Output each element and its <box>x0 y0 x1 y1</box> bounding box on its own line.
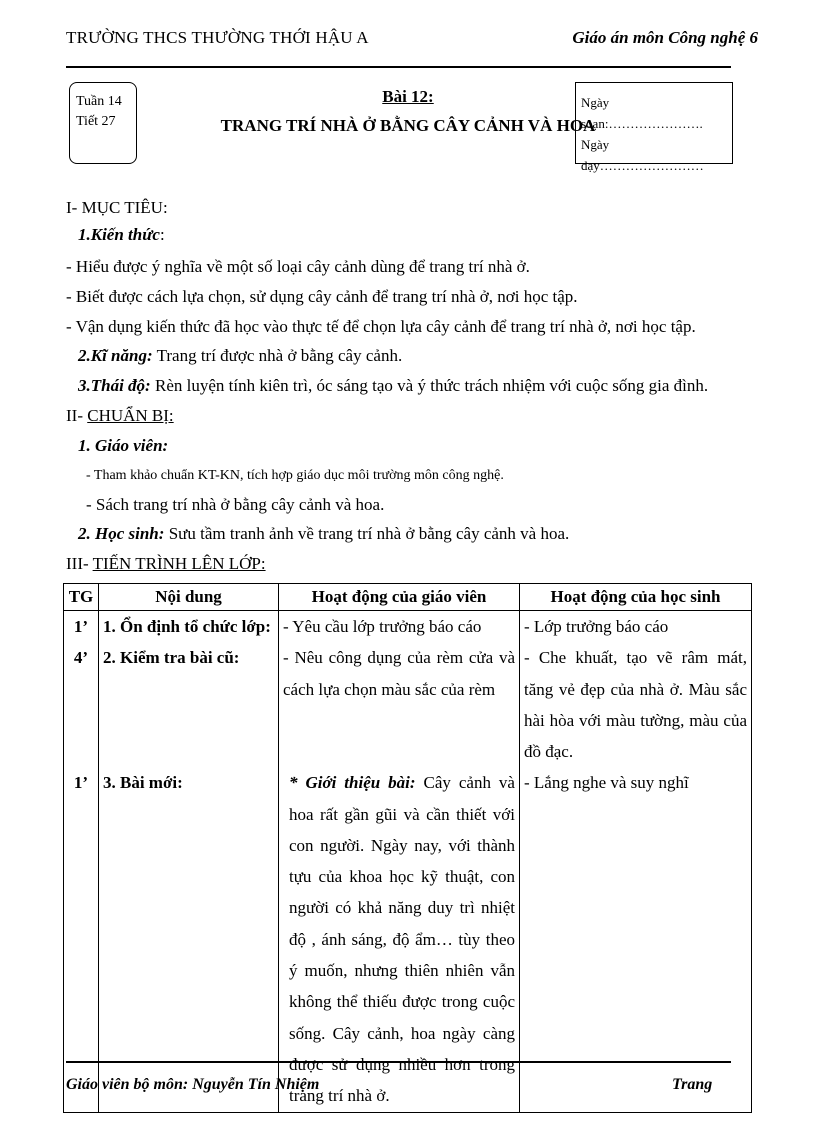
teacher-prep-label-text: 1. Giáo viên: <box>78 436 169 455</box>
teacher-prep-item-1: - Tham khảo chuẩn KT-KN, tích hợp giáo dục môi trường môn công nghệ. <box>86 468 504 483</box>
teach-date: Ngày dạy…………………… <box>581 137 704 173</box>
content-spacer <box>103 674 274 705</box>
table-header-row <box>64 584 752 611</box>
row-2-student-extra: - Lắng nghe và suy nghĩ <box>524 773 689 793</box>
row-2-teacher: - Nêu công dụng của rèm cửa và cách lựa chọn màu sắc của rèm <box>283 648 515 699</box>
process-heading <box>66 554 266 574</box>
time-spacer <box>68 705 94 736</box>
row-2-content: 2. Kiểm tra bài cũ: <box>103 648 240 668</box>
footer-divider <box>66 1061 731 1063</box>
row-2-time: 4’ <box>73 648 89 668</box>
col-student: Hoạt động của học sinh <box>520 584 752 611</box>
objectives-heading: I- MỤC TIÊU: <box>66 198 168 217</box>
knowledge-label: 1.Kiến thức <box>78 225 160 244</box>
col-content: Nội dung <box>99 584 279 611</box>
attitude-line <box>78 376 708 396</box>
skills-label: 2.Kĩ năng: <box>78 346 153 365</box>
preparation-title: CHUẨN BỊ: <box>87 406 174 425</box>
student-prep-label: 2. Học sinh: <box>78 524 165 543</box>
student-prep-text: Sưu tầm tranh ảnh về trang trí nhà ở bằng cây cảnh và hoa. <box>164 524 570 543</box>
period-label: Tiết 27 <box>76 114 116 129</box>
row-2-student: - Che khuất, tạo vẽ râm mát, tăng vẻ đẹp của nhà ở. Màu sắc hài hòa với màu tường, màu của đồ đạc. <box>524 648 747 762</box>
teacher-prep-label <box>78 436 168 456</box>
footer-teacher: Giáo viên bộ môn: Nguyễn Tín Nhiệm <box>66 1076 320 1093</box>
date-box <box>575 82 733 173</box>
skills-text: Trang trí được nhà ở bằng cây cảnh. <box>152 346 403 365</box>
content-spacer <box>103 705 274 736</box>
lesson-title: TRANG TRÍ NHÀ Ở BẰNG CÂY CẢNH VÀ HOA <box>220 116 596 135</box>
row-1-student: - Lớp trưởng báo cáo <box>524 617 669 636</box>
process-title: TIẾN TRÌNH LÊN LỚP: <box>92 554 266 573</box>
knowledge-heading <box>78 225 165 245</box>
table-body-time <box>64 611 99 1113</box>
row-1-time: 1’ <box>73 617 89 636</box>
student-prep-line <box>78 524 569 544</box>
prep-date: Ngày soạn:…………………. <box>581 95 703 131</box>
intro-label: * Giới thiệu bài: <box>289 773 416 793</box>
row-3-content: 3. Bài mới: <box>103 772 183 792</box>
table-row <box>64 611 752 1113</box>
knowledge-item-2: - Biết được cách lựa chọn, sử dụng cây cảnh để trang trí nhà ở, nơi học tập. <box>66 287 578 306</box>
skills-line <box>78 346 402 366</box>
col-teacher: Hoạt động của giáo viên <box>279 584 520 611</box>
process-prefix: III- <box>66 554 93 573</box>
header-divider <box>66 66 731 68</box>
lesson-number-text: Bài 12: <box>382 87 434 106</box>
footer-page: Trang <box>672 1076 713 1093</box>
preparation-prefix: II- <box>66 406 88 425</box>
row-1-teacher: - Yêu cầu lớp trưởng báo cáo <box>283 617 482 636</box>
table-body-content <box>99 611 279 1113</box>
table-body-student <box>520 611 752 1113</box>
table-body-teacher <box>279 611 520 1113</box>
school-name: TRƯỜNG THCS THƯỜNG THỚI HẬU A <box>66 28 369 47</box>
row-3-teacher-wrap <box>283 767 515 1111</box>
time-spacer <box>68 674 94 705</box>
knowledge-item-1: - Hiểu được ý nghĩa về một số loại cây cảnh dùng để trang trí nhà ở. <box>66 257 530 276</box>
subject-title: Giáo án môn Công nghệ 6 <box>572 28 758 47</box>
knowledge-item-3: - Vận dụng kiến thức đã học vào thực tế để chọn lựa cây cảnh để trang trí nhà ở, nơi học tập. <box>66 317 696 336</box>
col-time: TG <box>64 584 99 611</box>
week-label: Tuần 14 <box>76 94 122 109</box>
attitude-label: 3.Thái độ: <box>78 376 151 395</box>
teacher-spacer <box>283 736 515 767</box>
attitude-text: Rèn luyện tính kiên trì, óc sáng tạo và ý thức trách nhiệm với cuộc sống gia đình. <box>150 376 709 395</box>
lesson-plan-table <box>63 583 752 1113</box>
row-2-teacher-wrap <box>283 642 515 736</box>
row-3-time: 1’ <box>73 772 89 792</box>
row-3-teacher: Cây cảnh và hoa rất gần gũi và cần thiết với con người. Ngày nay, với thành tựu của khoa học kỹ thuật, con người có khả năng duy trì nhiệt độ , ánh sáng, độ ẩm… tùy theo ý muốn, nhưng thiên nhiên vẫn không thể thiếu được trong cuộc sống. Cây cảnh, hoa ngày càng được sử dụng nhiều hơn trong trang trí nhà ở. <box>289 773 515 1106</box>
time-spacer <box>68 736 94 767</box>
row-1-content: 1. Ổn định tổ chức lớp: <box>103 617 271 636</box>
preparation-heading <box>66 406 174 426</box>
teacher-prep-item-2: - Sách trang trí nhà ở bằng cây cảnh và hoa. <box>86 495 385 514</box>
knowledge-colon: : <box>159 225 165 244</box>
content-spacer <box>103 736 274 767</box>
